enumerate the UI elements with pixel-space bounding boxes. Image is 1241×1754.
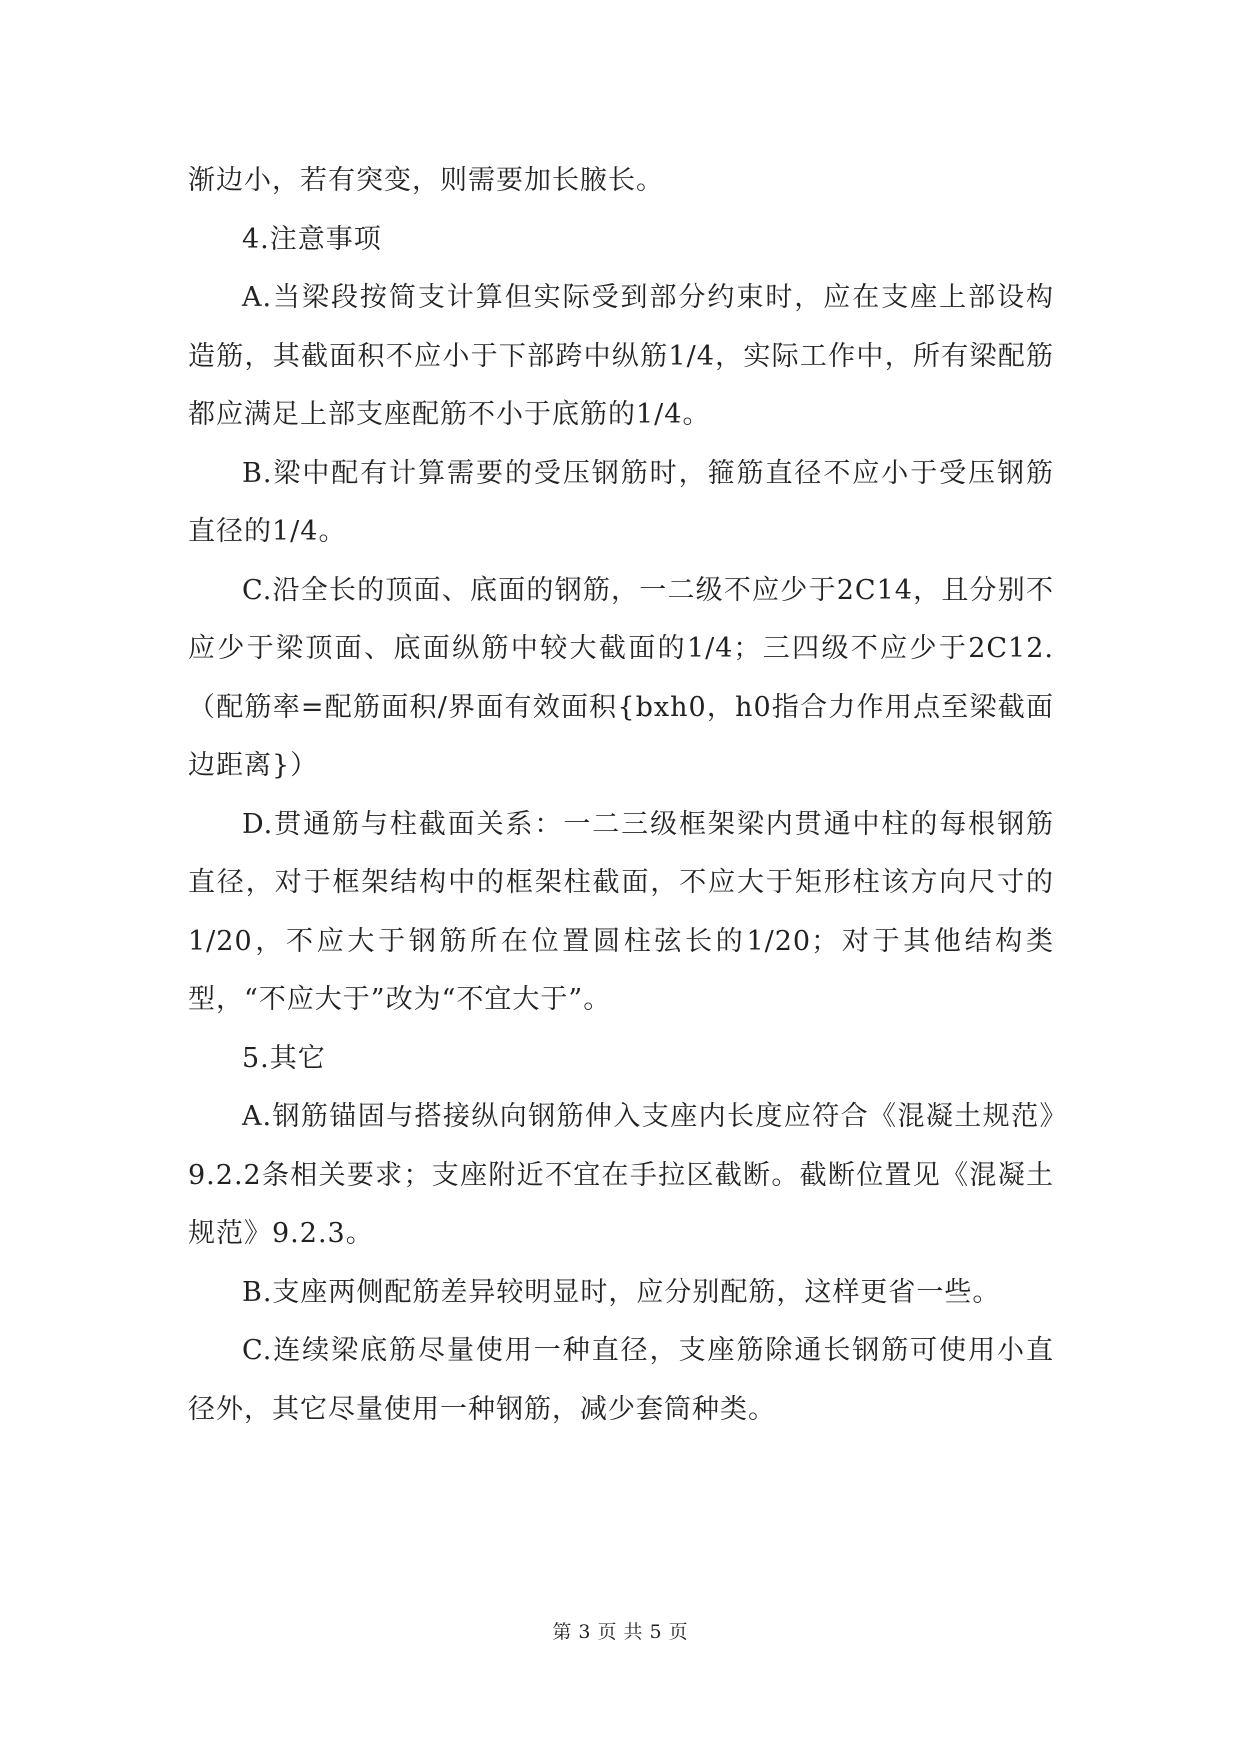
paragraph-5b: B.支座两侧配筋差异较明显时，应分别配筋，这样更省一些。 xyxy=(242,1276,1001,1308)
paragraph-5c: C.连续梁底筋尽量使用一种直径，支座筋除通长钢筋可使用小直径外，其它尽量使用一种钢筋，减少套筒种类。 xyxy=(188,1335,1054,1425)
footer-label-page: 第 xyxy=(552,1621,573,1643)
paragraph-4d: D.贯通筋与柱截面关系：一二三级框架梁内贯通中柱的每根钢筋直径，对于框架结构中的框架柱截面，不应大于矩形柱该方向尺寸的1/20，不应大于钢筋所在位置圆柱弦长的1/20；对于其他结构类型，“不应大于”改为“不宜大于”。 xyxy=(188,808,1054,1015)
paragraph-4a: A.当梁段按简支计算但实际受到部分约束时，应在支座上部设构造筋，其截面积不应小于下部跨中纵筋1/4，实际工作中，所有梁配筋都应满足上部支座配筋不小于底筋的1/4。 xyxy=(188,282,1054,430)
footer-label-page-unit: 页 xyxy=(597,1621,618,1643)
paragraph-4b: B.梁中配有计算需要的受压钢筋时，箍筋直径不应小于受压钢筋直径的1/4。 xyxy=(188,457,1054,547)
page-footer xyxy=(0,1617,1241,1644)
paragraph-4c: C.沿全长的顶面、底面的钢筋，一二级不应少于2C14，且分别不应少于梁顶面、底面纵筋中较大截面的1/4；三四级不应少于2C12.（配筋率=配筋面积/界面有效面积{bxh0，h0指合力作用点至梁截面边距离}） xyxy=(188,574,1054,781)
footer-label-total-unit: 页 xyxy=(668,1621,689,1643)
footer-total-pages: 5 xyxy=(649,1621,663,1643)
footer-current-page: 3 xyxy=(578,1621,592,1643)
footer-label-total: 共 xyxy=(623,1621,644,1643)
section-heading-4: 4.注意事项 xyxy=(242,223,382,255)
paragraph-continuation: 渐边小，若有突变，则需要加长腋长。 xyxy=(188,165,664,196)
section-heading-5: 5.其它 xyxy=(242,1042,326,1074)
paragraph-5a: A.钢筋锚固与搭接纵向钢筋伸入支座内长度应符合《混凝土规范》9.2.2条相关要求；支座附近不宜在手拉区截断。截断位置见《混凝土规范》9.2.3。 xyxy=(188,1101,1054,1249)
document-body xyxy=(188,152,1054,1439)
